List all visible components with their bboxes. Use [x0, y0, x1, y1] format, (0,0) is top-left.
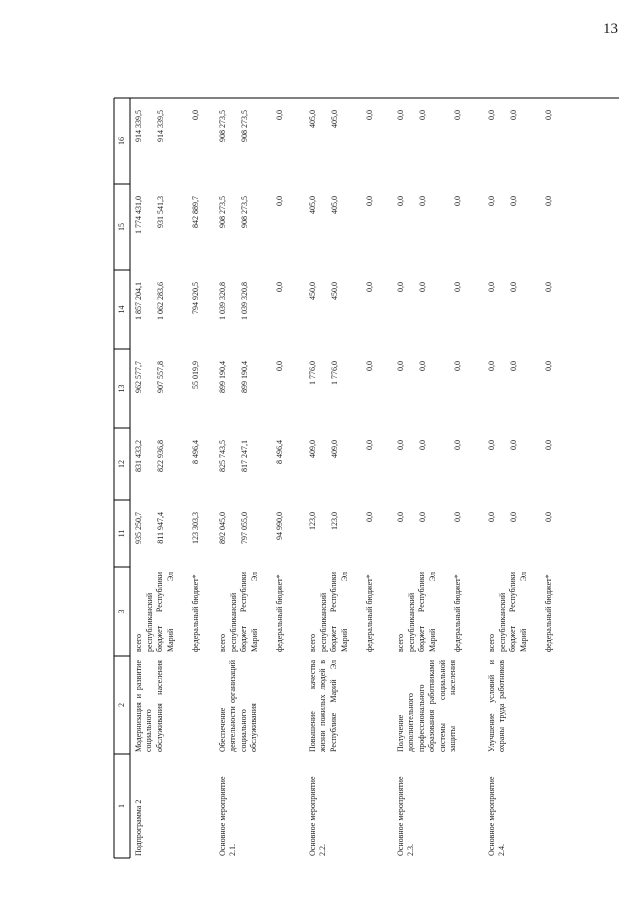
amount-cell: 0,0	[365, 110, 374, 120]
column-number: 11	[117, 529, 126, 538]
amount-cell: 0,0	[509, 440, 518, 450]
amount-cell: 0,0	[275, 282, 284, 292]
amount-cell: 935 250,7	[134, 512, 143, 544]
amount-cell: 0,0	[487, 440, 496, 450]
column-number: 2	[117, 703, 126, 707]
amount-cell: 0,0	[275, 110, 284, 120]
row-label: Основное мероприятие 2.2.	[308, 776, 328, 856]
amount-cell: 0,0	[418, 440, 427, 450]
row-label: Подпрограмма 2	[134, 799, 143, 856]
funding-source-label: федеральный бюджет*	[544, 574, 553, 652]
amount-cell: 450,0	[330, 282, 339, 300]
funding-source-label: всего	[396, 633, 405, 652]
amount-cell: 908 273,5	[218, 110, 227, 142]
funding-source-label: республиканский бюджет Республики Марий Эл	[229, 572, 259, 652]
amount-cell: 0,0	[509, 361, 518, 371]
amount-cell: 1 062 283,6	[156, 282, 165, 320]
amount-cell: 0,0	[487, 196, 496, 206]
row-description: Получение дополнительного профессионального образования работниками системы социальной защиты населения	[396, 660, 458, 752]
amount-cell: 450,0	[308, 282, 317, 300]
amount-cell: 94 990,0	[275, 512, 284, 540]
amount-cell: 0,0	[418, 196, 427, 206]
amount-cell: 0,0	[191, 110, 200, 120]
amount-cell: 0,0	[396, 110, 405, 120]
amount-cell: 794 920,5	[191, 282, 200, 314]
amount-cell: 409,0	[330, 440, 339, 458]
amount-cell: 0,0	[453, 440, 462, 450]
amount-cell: 0,0	[509, 512, 518, 522]
funding-source-label: республиканский бюджет Республики Марий Эл	[498, 572, 528, 652]
amount-cell: 831 433,2	[134, 440, 143, 472]
amount-cell: 1 776,0	[308, 361, 317, 385]
amount-cell: 0,0	[544, 282, 553, 292]
amount-cell: 8 496,4	[275, 440, 284, 464]
amount-cell: 811 947,4	[156, 512, 165, 544]
amount-cell: 931 541,3	[156, 196, 165, 228]
funding-source-label: всего	[134, 633, 143, 652]
funding-source-label: федеральный бюджет*	[365, 574, 374, 652]
amount-cell: 899 190,4	[240, 361, 249, 393]
amount-cell: 962 577,7	[134, 361, 143, 393]
amount-cell: 892 045,0	[218, 512, 227, 544]
row-label: Основное мероприятие 2.4.	[487, 776, 507, 856]
amount-cell: 0,0	[487, 512, 496, 522]
amount-cell: 123,0	[330, 512, 339, 530]
funding-source-label: всего	[308, 633, 317, 652]
amount-cell: 0,0	[544, 361, 553, 371]
amount-cell: 0,0	[418, 282, 427, 292]
row-description: Повышение качества жизни пожилых людей в Республике Марий Эл	[308, 660, 338, 752]
page-number: 13	[603, 21, 618, 37]
amount-cell: 0,0	[396, 440, 405, 450]
amount-cell: 0,0	[275, 196, 284, 206]
amount-cell: 0,0	[453, 361, 462, 371]
budget-table	[114, 62, 619, 858]
amount-cell: 1 039 320,8	[218, 282, 227, 320]
amount-cell: 1 774 431,0	[134, 196, 143, 234]
amount-cell: 1 776,0	[330, 361, 339, 385]
amount-cell: 1 857 204,1	[134, 282, 143, 320]
amount-cell: 0,0	[396, 282, 405, 292]
amount-cell: 0,0	[365, 512, 374, 522]
column-number: 14	[117, 305, 126, 314]
funding-source-label: всего	[487, 633, 496, 652]
row-label: Основное мероприятие 2.3.	[396, 776, 416, 856]
amount-cell: 0,0	[418, 512, 427, 522]
amount-cell: 405,0	[308, 110, 317, 128]
amount-cell: 907 557,8	[156, 361, 165, 393]
column-number: 16	[117, 137, 126, 145]
amount-cell: 55 019,9	[191, 361, 200, 389]
amount-cell: 0,0	[544, 196, 553, 206]
row-description: Обеспечение деятельности организаций социального обслуживания	[218, 660, 259, 752]
amount-cell: 0,0	[396, 196, 405, 206]
column-number: 3	[117, 609, 126, 614]
amount-cell: 409,0	[308, 440, 317, 458]
amount-cell: 0,0	[487, 110, 496, 120]
amount-cell: 0,0	[453, 110, 462, 120]
amount-cell: 908 273,5	[240, 196, 249, 228]
amount-cell: 1 039 320,8	[240, 282, 249, 320]
funding-source-label: всего	[218, 633, 227, 652]
amount-cell: 908 273,5	[218, 196, 227, 228]
amount-cell: 123 303,3	[191, 512, 200, 544]
amount-cell: 0,0	[453, 282, 462, 292]
column-number: 13	[117, 384, 126, 393]
amount-cell: 405,0	[330, 196, 339, 214]
amount-cell: 8 496,4	[191, 440, 200, 464]
row-description: Улучшение условий и охраны труда работников	[487, 660, 507, 752]
amount-cell: 825 743,5	[218, 440, 227, 472]
amount-cell: 123,0	[308, 512, 317, 530]
amount-cell: 0,0	[453, 196, 462, 206]
amount-cell: 0,0	[544, 440, 553, 450]
amount-cell: 0,0	[396, 361, 405, 371]
column-number: 12	[117, 460, 126, 468]
amount-cell: 0,0	[509, 196, 518, 206]
amount-cell: 842 889,7	[191, 196, 200, 228]
amount-cell: 0,0	[544, 512, 553, 522]
amount-cell: 899 190,4	[218, 361, 227, 393]
row-description: Модернизация и развитие социального обслуживания населения	[134, 660, 164, 752]
amount-cell: 0,0	[275, 361, 284, 371]
funding-source-label: республиканский бюджет Республики Марий Эл	[407, 572, 437, 652]
amount-cell: 0,0	[396, 512, 405, 522]
column-number: 15	[117, 223, 126, 231]
amount-cell: 0,0	[418, 110, 427, 120]
amount-cell: 0,0	[365, 361, 374, 371]
amount-cell: 0,0	[365, 282, 374, 292]
funding-source-label: федеральный бюджет*	[453, 574, 462, 652]
amount-cell: 908 273,5	[240, 110, 249, 142]
amount-cell: 0,0	[418, 361, 427, 371]
amount-cell: 817 247,1	[240, 440, 249, 472]
amount-cell: 914 339,5	[134, 110, 143, 142]
funding-source-label: федеральный бюджет*	[275, 574, 284, 652]
amount-cell: 0,0	[509, 282, 518, 292]
amount-cell: 0,0	[365, 196, 374, 206]
amount-cell: 0,0	[544, 110, 553, 120]
funding-source-label: республиканский бюджет Республики Марий Эл	[145, 572, 175, 652]
column-number: 1	[117, 804, 126, 808]
funding-source-label: республиканский бюджет Республики Марий Эл	[319, 572, 349, 652]
row-label: Основное мероприятие 2.1.	[218, 776, 238, 856]
amount-cell: 405,0	[330, 110, 339, 128]
amount-cell: 0,0	[509, 110, 518, 120]
amount-cell: 0,0	[365, 440, 374, 450]
amount-cell: 405,0	[308, 196, 317, 214]
amount-cell: 797 055,0	[240, 512, 249, 544]
amount-cell: 0,0	[487, 361, 496, 371]
amount-cell: 914 339,5	[156, 110, 165, 142]
amount-cell: 0,0	[453, 512, 462, 522]
funding-source-label: федеральный бюджет*	[191, 574, 200, 652]
amount-cell: 0,0	[487, 282, 496, 292]
amount-cell: 822 936,8	[156, 440, 165, 472]
